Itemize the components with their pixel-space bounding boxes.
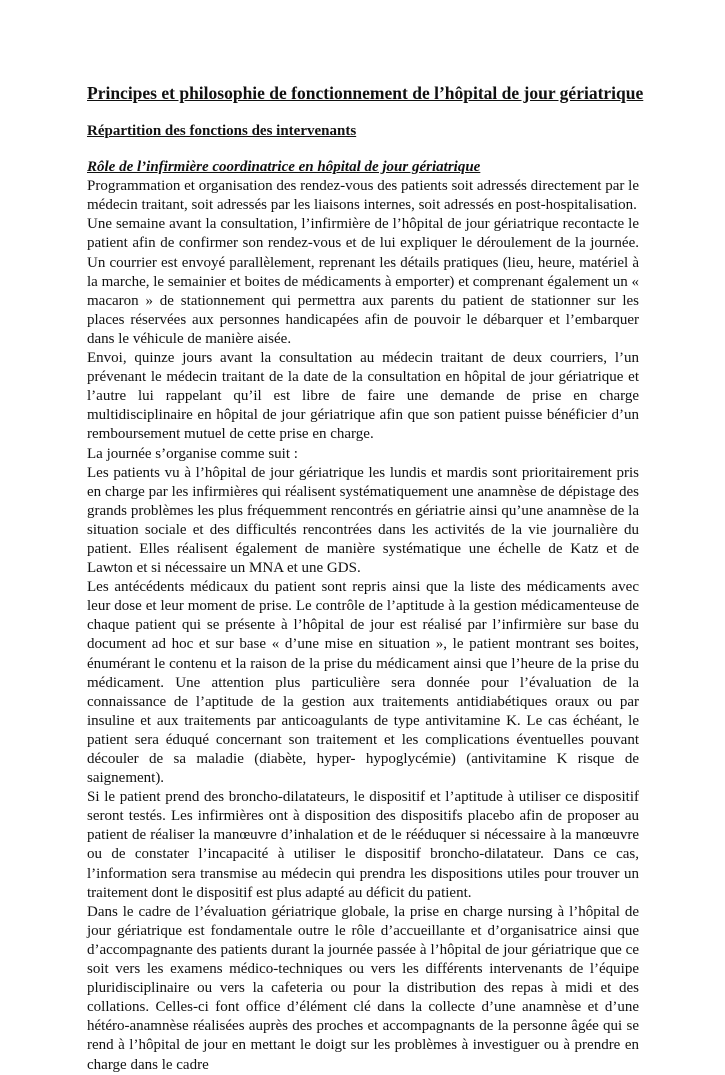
paragraph-day-organisation: La journée s’organise comme suit : [87,445,298,462]
paragraph-week-before: Une semaine avant la consultation, l’infirmière de l’hôpital de jour gériatrique recontacte le patient afin de confirmer son rendez-vous et de lui expliquer le déroulement de la journée. Un courrier est envoyé parallèlement, reprenant les détails pratiques (lieu, heure, matériel à la marche, le semainier et boites de médicaments à emporter) et comprenant également un « macaron » de stationnement qui permettra aux parents du patient de stationner sur les places réservées aux personnes handicapées afin de pouvoir le débarquer et l’embarquer dans le véhicule de manière aisée. [87,216,639,347]
paragraph-letters: Envoi, quinze jours avant la consultation au médecin traitant de deux courriers, l’un prévenant le médecin traitant de la date de la consultation en hôpital de jour gériatrique et l’autre lui rappelant qu’il est libre de faire une demande de prise en charge multidisciplinaire en hôpital de jour gériatrique afin que son patient puisse bénéficier d’un remboursement mutuel de cette prise en charge. [87,350,639,443]
paragraph-bronchodilators: Si le patient prend des broncho-dilatateurs, le dispositif et l’aptitude à utiliser ce dispositif seront testés. Les infirmières ont à disposition des dispositifs placebo afin de proposer au patient de réaliser la manœuvre d’inhalation et de le rééduquer si nécessaire à la manœuvre ou de constater l’incapacité à utiliser le dispositif broncho-dilatateur. Dans ce cas, l’information sera transmise au médecin qui prendra les dispositions utiles pour trouver un traitement dont le dispositif est plus adapté au déficit du patient. [87,789,639,901]
subsection-title: Rôle de l’infirmière coordinatrice en hôpital de jour gériatrique [87,159,481,176]
paragraph-medication-history: Les antécédents médicaux du patient sont repris ainsi que la liste des médicaments avec leur dose et leur moment de prise. Le contrôle de l’aptitude à la gestion médicamenteuse de chaque patient qui se présente à l’hôpital de jour est réalisé par l’infirmière sur base du document ad hoc et sur base « d’une mise en situation », le patient montrant ses boites, énumérant le contenu et la raison de la prise du médicament ainsi que l’heure de la prise du médicament. Une attention plus particulière sera donnée pour l’évaluation de la connaissance de l’aptitude de la gestion aux traitements antidiabétiques oraux ou par insuline et aux traitements par anticoagulants de type antivitamine K. Le cas échéant, le patient sera éduqué concernant son traitement et les complications éventuelles pouvant découler de sa maladie (diabète, hyper- hypoglycémie) (antivitamine K risque de saignement). [87,579,639,787]
paragraph-scheduling: Programmation et organisation des rendez-vous des patients soit adressés directement par le médecin traitant, soit adressés par les liaisons internes, soit adressés en post-hospitalisation. [87,178,639,214]
paragraph-nurse-anamnesis: Les patients vu à l’hôpital de jour gériatrique les lundis et mardis sont prioritairement pris en charge par les infirmières qui réalisent systématiquement une anamnèse de dépistage des grands problèmes les plus fréquemment rencontrés en gériatrie ainsi qu’une anamnèse de la situation sociale et des difficultés rencontrées dans les activités de la vie journalière du patient. Elles réalisent également de manière systématique une échelle de Katz et de Lawton et si nécessaire un MNA et une GDS. [87,464,639,577]
document-body [87,82,644,1075]
document-title: Principes et philosophie de fonctionnement de l’hôpital de jour gériatrique [87,83,644,103]
paragraph-global-evaluation: Dans le cadre de l’évaluation gériatrique globale, la prise en charge nursing à l’hôpital de jour gériatrique est fondamentale outre le rôle d’accueillante et d’organisatrice ainsi que d’accompagnante des patients durant la journée passée à l’hôpital de jour gériatrique que ce soit vers les examens médico-techniques ou vers les différents intervenants de l’équipe pluridisciplinaire ou vers la cafeteria ou pour la distribution des repas à midi et des collations. Celles-ci font office d’élément clé dans la collecte d’une anamnèse et d’une hétéro-anamnèse réalisées auprès des proches et accompagnants de la personne âgée qui se rend à l’hôpital de jour en mettant le doigt sur les problèmes à investiguer ou à prendre en charge dans le cadre [87,903,639,1073]
section-title: Répartition des fonctions des intervenants [87,123,357,139]
